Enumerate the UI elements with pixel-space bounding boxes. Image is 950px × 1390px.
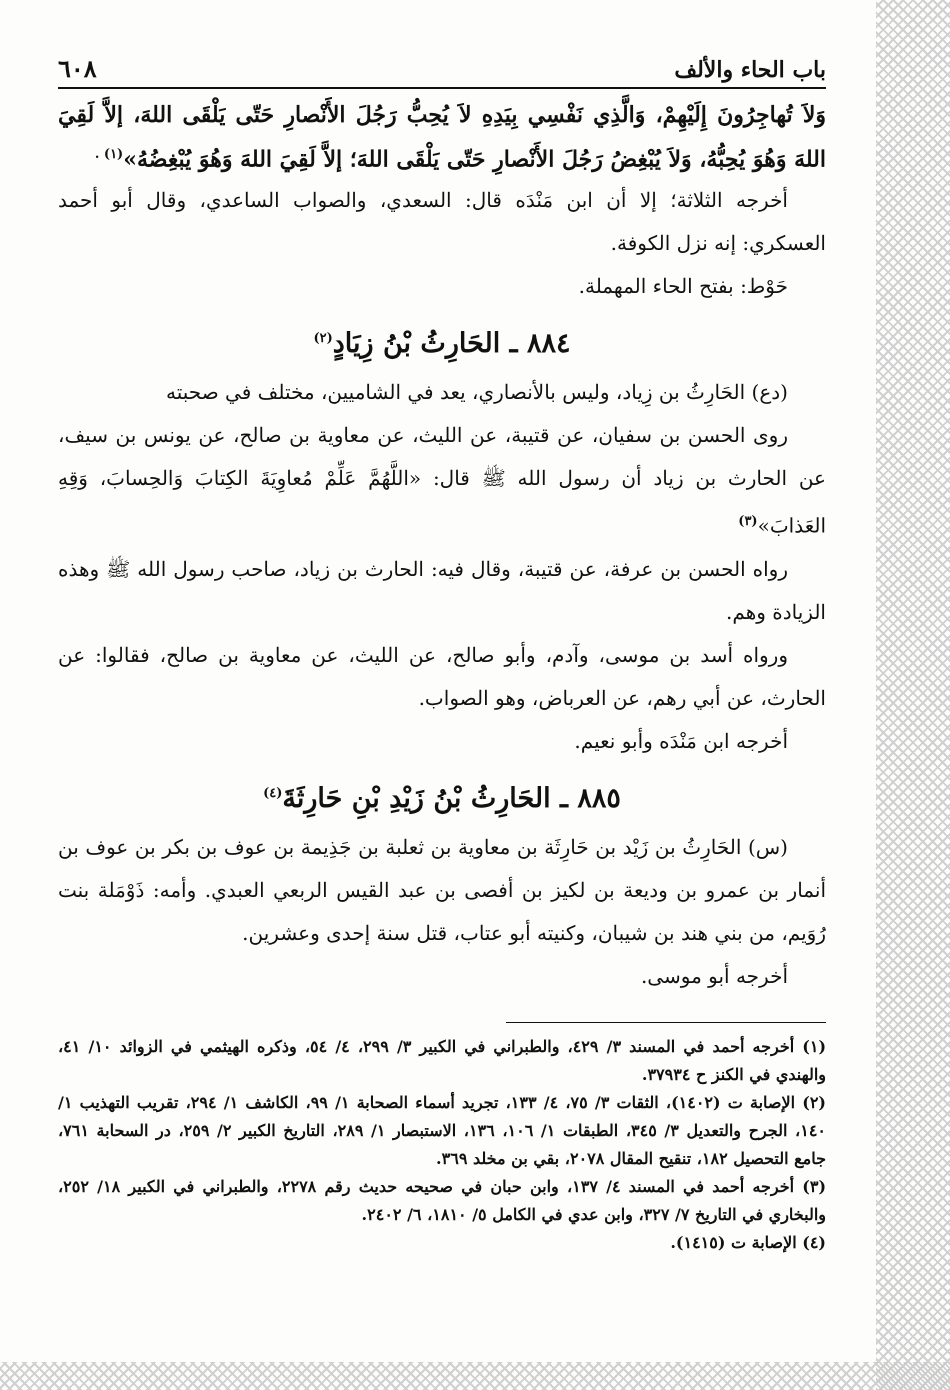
page-header bbox=[58, 54, 826, 89]
entry-885-title bbox=[58, 771, 826, 822]
footnote-1: (١) أخرجه أحمد في المسند ٣/ ٤٢٩، والطبراني في الكبير ٣/ ٢٩٩، ٤/ ٥٤، وذكره الهيثمي في الزوائد ١٠/ ٤١، والهندي في الكنز ح ٣٧٩٣٤. bbox=[58, 1036, 827, 1084]
entry-884-narration-text: روى الحسن بن سفيان، عن قتيبة، عن الليث، عن معاوية بن صالح، عن يونس بن سيف، عن الحارث بن زياد أن رسول الله ﷺ قال: «اللَّهُمَّ عَلِّمْ مُعاوِيَةَ الكِتابَ وَالحِسابَ، وَقِهِ العَذابَ» bbox=[58, 423, 826, 538]
entry-885-takhrij: أخرجه أبو موسى. bbox=[640, 963, 788, 988]
footnote-ref-2: (٢) bbox=[313, 331, 333, 347]
footnotes bbox=[58, 1033, 826, 1257]
footnote-ref-1: (١) . bbox=[94, 147, 124, 162]
entry-884-riwaya-1: رواه الحسن بن عرفة، عن قتيبة، وقال فيه: الحارث بن زياد، صاحب رسول الله ﷺ وهذه الزيادة وهم. bbox=[58, 556, 826, 624]
entry-884-narration bbox=[58, 414, 826, 548]
decorative-border-right bbox=[876, 0, 950, 1390]
footnote-separator bbox=[506, 1022, 826, 1023]
hadith-text: وَلاَ تُهاجِرُونَ إِلَيْهِمْ، وَالَّذِي نَفْسِي بِيَدِهِ لاَ يُحِبُّ رَجُلَ الأَنْصارِ حَتّى يَلْقَى اللهَ، إلاَّ لَقِيَ اللهَ وَهُوَ يُحِبُّهُ، وَلاَ يُبْغِضُ رَجُلَ الأَنْصارِ حَتّى يَلْقَى اللهَ؛ إلاَّ لَقِيَ اللهَ وَهُوَ يُبْغِضُهُ» bbox=[58, 102, 826, 173]
book-page bbox=[58, 54, 826, 1257]
entry-884-title bbox=[58, 316, 826, 367]
page-number: ٦٠٨ bbox=[58, 54, 97, 83]
footnote-ref-4: (٤) bbox=[263, 785, 283, 801]
hadith-quote bbox=[58, 95, 826, 179]
paragraph-hawt: حَوْط: بفتح الحاء المهملة. bbox=[578, 274, 788, 299]
chapter-title: باب الحاء والألف bbox=[674, 57, 826, 83]
entry-884-intro: (دع) الحَارِثُ بن زِياد، وليس بالأنصاري، يعد في الشاميين، مختلف في صحبته bbox=[165, 380, 788, 405]
entry-885-heading: ٨٨٥ ـ الحَارِثُ بْنُ زَيْدِ بْنِ حَارِثَةَ bbox=[282, 782, 621, 814]
footnote-2: (٢) الإصابة ت (١٤٠٢)، الثقات ٣/ ٧٥، ٤/ ١٣٣، تجريد أسماء الصحابة ١/ ٩٩، الكاشف ١/ ٢٩٤، تقريب التهذيب ١/ ١٤٠، الجرح والتعديل ٣/ ٣٤٥، الطبقات ١/ ١٠٦، ١٣٦، الاستبصار ١/ ٢٨٩، التاريخ الكبير ٢/ ٢٥٩، در السحابة ٧٦١، جامع التحصيل ١٨٢، تنقيح المقال ٢٠٧٨، بقي بن مخلد ٣٦٩. bbox=[58, 1092, 826, 1168]
footnote-ref-3: (٣) bbox=[738, 514, 758, 530]
entry-885-intro: (س) الحَارِثُ بن زَيْد بن حَارِثَة بن معاوية بن ثعلبة بن جَذِيمة بن عوف بن بكر بن عوف بن أنمار بن عمرو بن وديعة بن لكيز بن أفصى بن عبد القيس الربعي العبدي. وأمه: ذَوْمَلة بنت رُوَيم، من بني هند بن شيبان، وكنيته أبو عتاب، قتل سنة إحدى وعشرين. bbox=[58, 834, 826, 945]
entry-884-heading: ٨٨٤ ـ الحَارِثُ بْنُ زِيَادٍ bbox=[332, 328, 571, 360]
decorative-border-bottom bbox=[0, 1362, 950, 1390]
paragraph-takhrij: أخرجه الثلاثة؛ إلا أن ابن مَنْدَه قال: السعدي، والصواب الساعدي، وقال أبو أحمد العسكري: إنه نزل الكوفة. bbox=[58, 188, 826, 256]
entry-884-riwaya-2: ورواه أسد بن موسى، وآدم، وأبو صالح، عن الليث، عن معاوية بن صالح، فقالوا: عن الحارث، عن أبي رهم، عن العرباض، وهو الصواب. bbox=[58, 642, 826, 710]
footnote-3: (٣) أخرجه أحمد في المسند ٤/ ١٣٧، وابن حبان في صحيحه حديث رقم ٢٢٧٨، والطبراني في الكبير ١٨/ ٢٥٢، والبخاري في التاريخ ٧/ ٣٢٧، وابن عدي في الكامل ٥/ ١٨١٠، ٦/ ٢٤٠٢. bbox=[58, 1176, 827, 1224]
entry-884-takhrij: أخرجه ابن مَنْدَه وأبو نعيم. bbox=[574, 728, 788, 753]
footnote-4: (٤) الإصابة ت (١٤١٥). bbox=[670, 1232, 826, 1252]
